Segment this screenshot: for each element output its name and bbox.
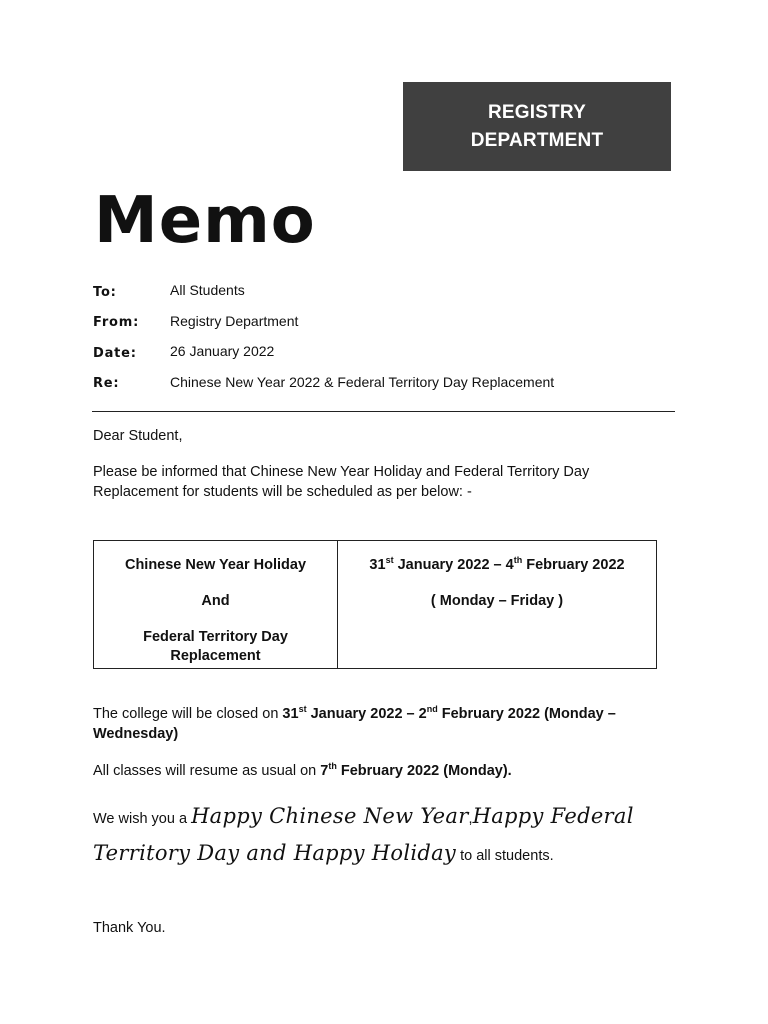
header-divider xyxy=(92,411,675,412)
holiday-name-line-2: And xyxy=(201,593,230,609)
holiday-date-cell xyxy=(338,541,657,669)
schedule-table xyxy=(93,540,657,669)
wish-script-3: Territory Day and Happy Holiday xyxy=(93,841,457,865)
intro-paragraph xyxy=(93,462,673,502)
memo-title: Memo xyxy=(94,184,316,258)
wishes-line-1: We wish you a Happy Chinese New Year,Happy Federal xyxy=(93,804,634,828)
intro-line-2: Replacement for students will be scheduled as per below: - xyxy=(93,484,472,500)
greeting: Dear Student, xyxy=(93,428,183,444)
to-value: All Students xyxy=(170,282,245,298)
department-line-2: DEPARTMENT xyxy=(470,129,604,151)
from-value: Registry Department xyxy=(170,313,299,329)
to-label: To: xyxy=(93,285,117,300)
holiday-name-line-3: Federal Territory Day xyxy=(143,629,288,645)
holiday-name-line-4: Replacement xyxy=(170,648,261,664)
wish-script-1: Happy Chinese New Year xyxy=(191,804,469,828)
holiday-name-line-1: Chinese New Year Holiday xyxy=(124,557,307,573)
intro-line-1: Please be informed that Chinese New Year Holiday and Federal Territory Day xyxy=(93,464,590,480)
holiday-days: ( Monday – Friday ) xyxy=(430,593,564,609)
closure-notice: The college will be closed on 31st January 2022 – 2nd February 2022 (Monday – Wednesday) xyxy=(93,704,616,742)
department-line-1: REGISTRY xyxy=(487,101,587,123)
holiday-date-range: 31st January 2022 – 4th February 2022 xyxy=(369,555,625,573)
from-label: From: xyxy=(93,315,140,330)
date-label: Date: xyxy=(93,346,137,361)
resume-notice: All classes will resume as usual on 7th February 2022 (Monday). xyxy=(93,761,512,779)
holiday-name-cell xyxy=(94,541,338,669)
re-label: Re: xyxy=(93,376,120,391)
wishes-line-2: Territory Day and Happy Holiday to all students. xyxy=(93,841,554,865)
re-value: Chinese New Year 2022 & Federal Territory Day Replacement xyxy=(170,374,555,390)
date-value: 26 January 2022 xyxy=(170,343,275,359)
closing: Thank You. xyxy=(93,920,166,936)
department-banner xyxy=(403,82,671,171)
wish-script-2: Happy Federal xyxy=(472,804,634,828)
